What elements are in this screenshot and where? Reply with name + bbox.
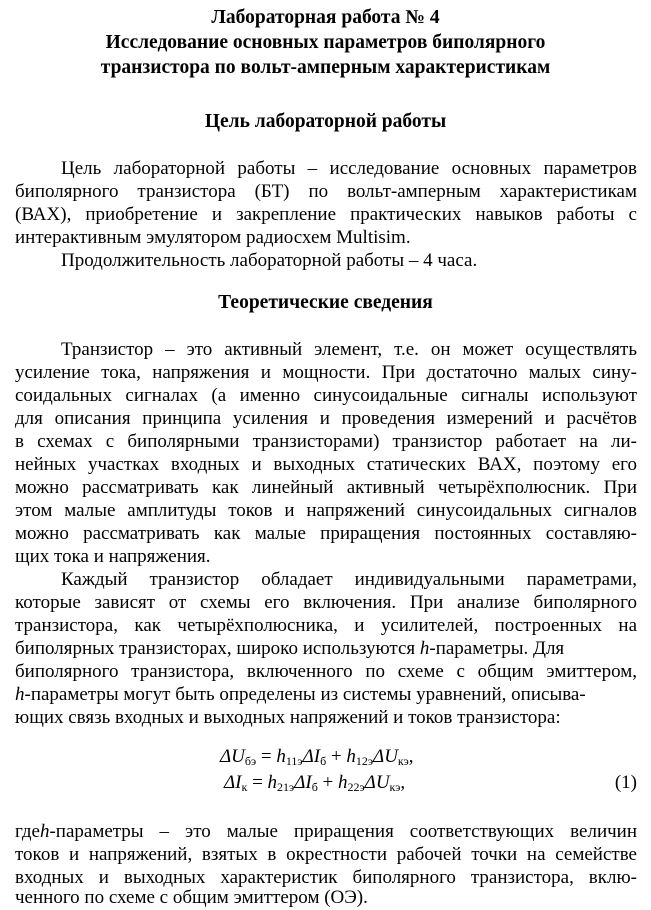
theory-p2-line: биполярного транзистора, включенного по схеме с общим эмиттером,	[15, 661, 637, 682]
theory-p2-line-h	[15, 637, 637, 660]
theory-p1-line: для описания принципа усиления и проведения измерений и расчётов	[15, 408, 637, 429]
theory-p1-line: в схемах с биполярными транзисторами) транзистор работает на ли-	[15, 431, 637, 452]
h-symbol: h	[15, 684, 25, 705]
theory-p1-line: щих тока и напряжения.	[15, 546, 211, 567]
lab-subtitle-line2: транзистора по вольт-амперным характеристикам	[100, 57, 551, 78]
theory-p2-line: Каждый транзистор обладает индивидуальными параметрами,	[61, 569, 637, 590]
goal-line: интерактивным эмулятором радиосхем Multisim.	[15, 227, 411, 248]
h-symbol: h	[419, 638, 430, 659]
theory-p3-line-h: где h -параметры – это малые приращения соответствующих величин	[15, 821, 637, 842]
goal-line: биполярного транзистора (БТ) по вольт-амперным характеристикам	[15, 181, 637, 202]
goal-heading: Цель лабораторной работы	[204, 111, 447, 132]
theory-p2-line-h2: h-параметры могут быть определены из системы уравнений, описыва-	[15, 684, 586, 705]
theory-p2-line: которые зависят от схемы его включения. При анализе биполярного	[15, 592, 637, 613]
theory-heading: Теоретические сведения	[218, 292, 433, 313]
theory-p1-line: нейных участках входных и выходных статических ВАХ, поэтому его	[15, 454, 637, 475]
duration-line: Продолжительность лабораторной работы – 4 часа.	[61, 250, 478, 271]
theory-p2-line: ющих связь входных и выходных напряжений и токов транзистора:	[15, 707, 561, 728]
equation-line-2: $\Delta I_к = h_{21э}\Delta I_б + h_{22э}\Delta U_{кэ}$,	[224, 772, 406, 794]
theory-p3-line: ченного по схеме с общим эмиттером (ОЭ).	[15, 887, 368, 908]
theory-p3-line: входных и выходных характеристик биполярного транзистора, вклю-	[15, 867, 637, 888]
theory-p1-line: усиление тока, напряжения и мощности. При достаточно малых сину-	[15, 362, 637, 383]
theory-p1-line: можно рассматривать как линейный активный четырёхполюсник. При	[15, 477, 637, 498]
lab-subtitle-line1: Исследование основных параметров биполярного	[105, 32, 546, 53]
theory-p1-line: соидальных сигналах (а именно синусоидальные сигналы используют	[15, 385, 637, 406]
equation-line-1: $\Delta U_{бэ} = h_{11э}\Delta I_б + h_{12э}\Delta U_{кэ}$,	[220, 746, 414, 768]
theory-p1-line: Транзистор – это активный элемент, т.е. он может осуществлять	[61, 339, 637, 360]
equation-number: (1)	[614, 772, 637, 793]
theory-p1-line: этом малые амплитуды токов и напряжений синусоидальных сигналов	[15, 500, 637, 521]
theory-p1-line: можно рассматривать как малые приращения постоянных составляю-	[15, 523, 637, 544]
goal-line: Цель лабораторной работы – исследование основных параметров	[61, 158, 637, 179]
goal-line: (ВАХ), приобретение и закрепление практических навыков работы с	[15, 204, 637, 225]
h-symbol: h	[39, 821, 50, 842]
lab-title: Лабораторная работа № 4	[211, 7, 440, 28]
theory-p3-line: токов и напряжений, взятых в окрестности рабочей точки на семействе	[15, 844, 637, 865]
theory-p2-text: биполярных транзисторах, широко используются h-параметры. Для	[15, 638, 565, 659]
theory-p2-line: транзистора, как четырёхполюсника, и усилителей, построенных на	[15, 615, 637, 636]
